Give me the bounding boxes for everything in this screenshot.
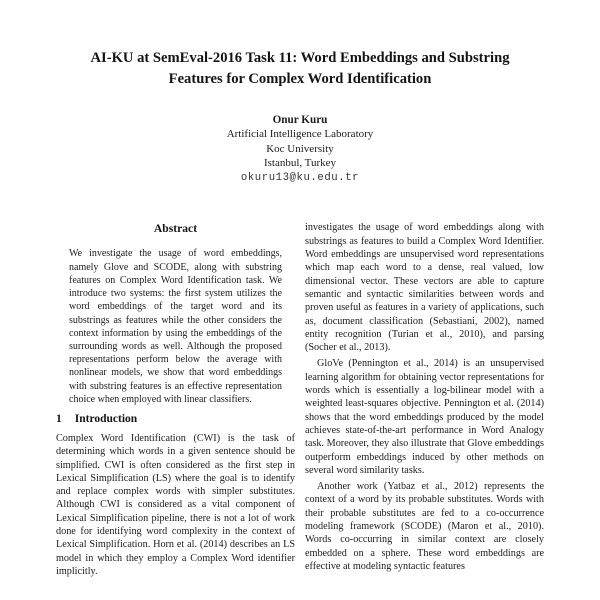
author-email: okuru13@ku.edu.tr [240, 172, 360, 185]
body-paragraph-1: investigates the usage of word embeddings along with substrings as features to build a Complex Word Identifier. Word embeddings are unsupervised word representations which map each word to a dense, real valued, low dimensional vector. These vectors are able to capture semantic and syntactic similarities between words and proven useful as features in a variety of applications, such as, document classification (Sebastiani, 2002), named entity recognition (Turian et al., 2010), and parsing (Socher et al., 2013). [305, 222, 544, 354]
paper-title-line1: AI-KU at SemEval-2016 Task 11: Word Embeddings and Substring [90, 50, 510, 66]
section-number: 1 [56, 412, 62, 425]
paper-title-line2: Features for Complex Word Identification [168, 71, 432, 87]
author-affiliation-university: Koc University [266, 142, 334, 155]
introduction-paragraph: Complex Word Identification (CWI) is the task of determining which words in a given sentence should be simplified. CWI is often considered as the first step in Lexical Simplification (LS) where the goal is to identify and replace complex words with simpler substitutes. Although CWI is considered as a vital component of Lexical Simplification pipeline, there is not a lot of work done for identifying word complexity in the context of Lexical Simplification. Horn et al. (2014) describes an LS model in which they employ a Complex Word identifier implicitly. [56, 432, 295, 577]
abstract-heading: Abstract [153, 222, 198, 236]
section-title: Introduction [74, 412, 138, 425]
author-affiliation-lab: Artificial Intelligence Laboratory [226, 128, 374, 141]
paper-title [56, 48, 544, 90]
author-affiliation-city: Istanbul, Turkey [263, 156, 337, 169]
abstract-text: We investigate the usage of word embeddings, namely Glove and SCODE, along with substring features on Complex Word Identification task. We introduce two systems: the first system utilizes the word embeddings of the target word and its substrings as features while the other considers the context information by using the embeddings of the surrounding words as well. Although the proposed representations perform below the average with nonlinear models, we show that word embeddings with substring features is an effective representation choice when employed with linear classifiers. [69, 248, 282, 405]
right-column [305, 221, 544, 578]
two-column-body [56, 221, 544, 578]
section-heading-introduction [56, 412, 295, 427]
left-column [56, 221, 295, 578]
author-name: Onur Kuru [272, 114, 328, 126]
author-block [56, 113, 544, 185]
body-paragraph-3: Another work (Yatbaz et al., 2012) represents the context of a word by its probable substitutes. Words with their probable substitutes are fed to a co-occurrence modeling framework (SCODE) (Maron et al., 2010). Words co-occurring in similar context are closely embedded on a sphere. These word embeddings are effective at modeling syntactic features [305, 481, 544, 572]
body-paragraph-2: GloVe (Pennington et al., 2014) is an unsupervised learning algorithm for obtaining vector representations for words which is essentially a log-bilinear model with a weighted least-squares objective. Pennington et al. (2014) shows that the word embeddings produced by the model achieves state-of-the-art performance in Word Analogy task. Moreover, they also illustrate that Glove embeddings outperform embeddings induced by other methods on several word similarity tasks. [305, 358, 544, 476]
